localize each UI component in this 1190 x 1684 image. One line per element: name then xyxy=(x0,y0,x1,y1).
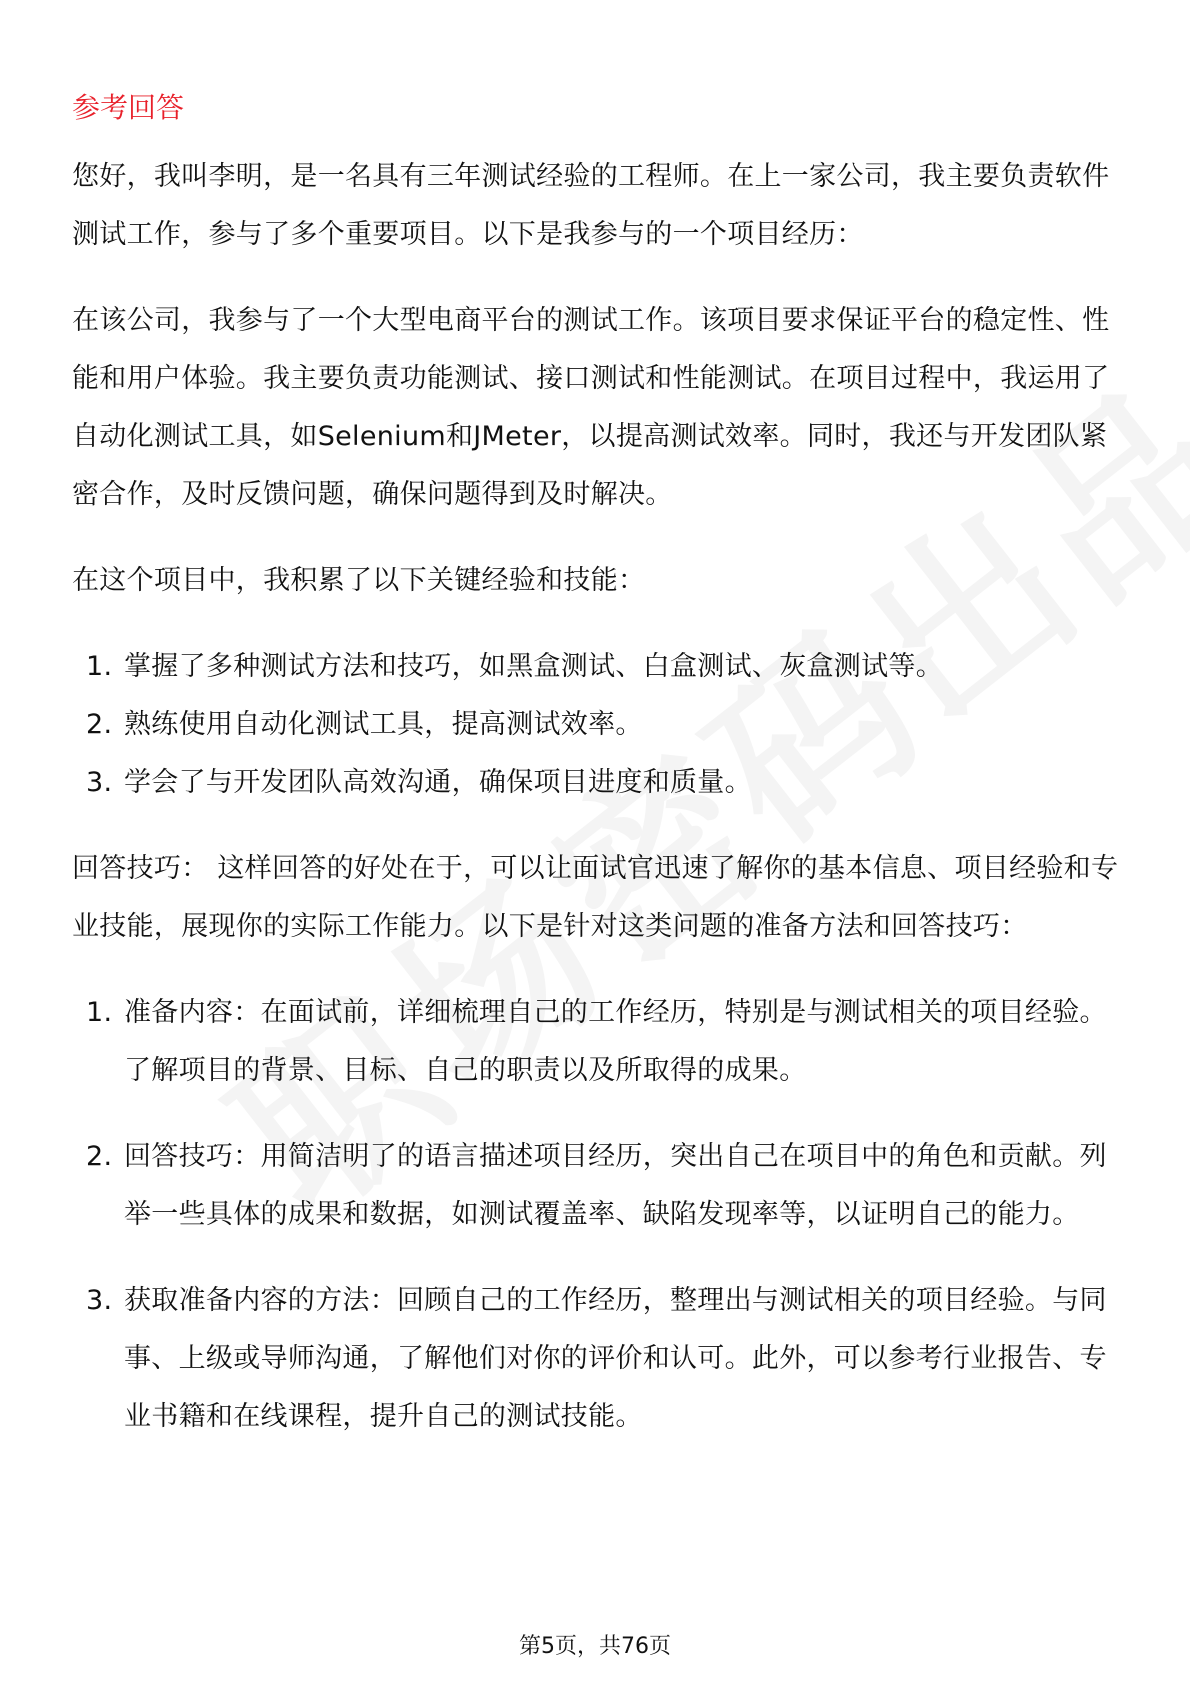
skills-intro: 在这个项目中，我积累了以下关键经验和技能： xyxy=(72,565,646,596)
page-content xyxy=(72,88,1122,1474)
list-item: 1. 准备内容：在面试前，详细梳理自己的工作经历，特别是与测试相关的项目经验。了解项目的背景、目标、自己的职责以及所取得的成果。 xyxy=(86,997,1107,1086)
project-paragraph: 在该公司，我参与了一个大型电商平台的测试工作。该项目要求保证平台的稳定性、性能和用户体验。我主要负责功能测试、接口测试和性能测试。在项目过程中，我运用了自动化测试工具，如Selenium和JMeter，以提高测试效率。同时，我还与开发团队紧密合作，及时反馈问题，确保问题得到及时解决。 xyxy=(72,305,1110,510)
skills-list xyxy=(72,638,1122,812)
list-item: 1. 掌握了多种测试方法和技巧，如黑盒测试、白盒测试、灰盒测试等。 xyxy=(86,651,943,682)
list-item: 3. 获取准备内容的方法：回顾自己的工作经历，整理出与测试相关的项目经验。与同事、上级或导师沟通，了解他们对你的评价和认可。此外，可以参考行业报告、专业书籍和在线课程，提升自己的测试技能。 xyxy=(86,1285,1107,1432)
section-title: 参考回答 xyxy=(72,91,185,124)
list-item: 2. 熟练使用自动化测试工具，提高测试效率。 xyxy=(86,709,643,740)
tips-list xyxy=(72,984,1122,1446)
page-number: 第5页，共76页 xyxy=(519,1634,671,1659)
intro-paragraph: 您好，我叫李明，是一名具有三年测试经验的工程师。在上一家公司，我主要负责软件测试工作，参与了多个重要项目。以下是我参与的一个项目经历： xyxy=(72,161,1110,250)
list-item: 3. 学会了与开发团队高效沟通，确保项目进度和质量。 xyxy=(86,767,752,798)
list-item: 2. 回答技巧：用简洁明了的语言描述项目经历，突出自己在项目中的角色和贡献。列举一些具体的成果和数据，如测试覆盖率、缺陷发现率等，以证明自己的能力。 xyxy=(86,1141,1107,1230)
tips-intro: 回答技巧： 这样回答的好处在于，可以让面试官迅速了解你的基本信息、项目经验和专业技能，展现你的实际工作能力。以下是针对这类问题的准备方法和回答技巧： xyxy=(72,853,1119,942)
